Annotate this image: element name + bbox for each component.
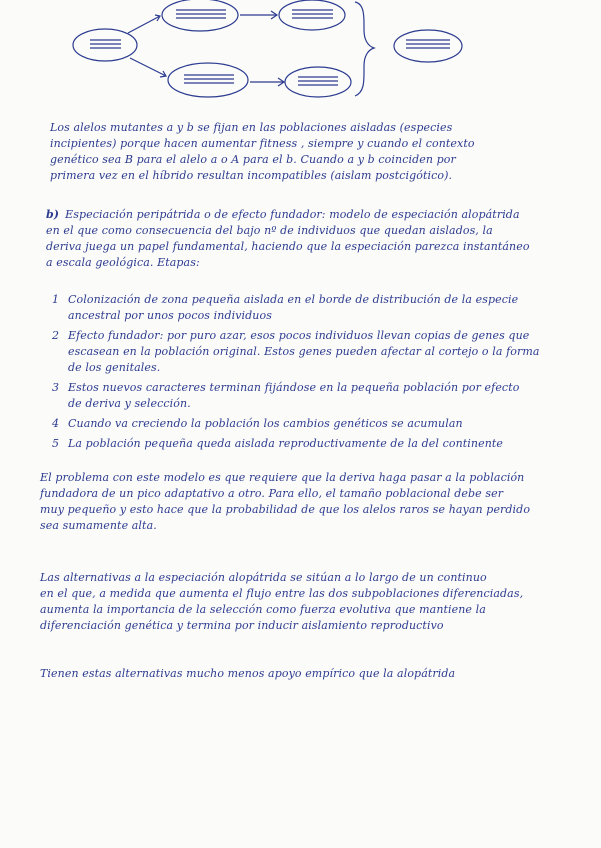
diagram-drawing — [0, 0, 601, 112]
text-line-content: Especiación peripátrida o de efecto fundador: modelo de especiación alopátrida — [65, 208, 520, 221]
text-line: de los genitales. — [68, 361, 161, 374]
item-number: 4 — [52, 417, 60, 430]
item-number: 2 — [52, 329, 60, 342]
lower-population-ellipse — [168, 63, 248, 97]
text-line: Efecto fundador: por puro azar, esos pocos individuos llevan copias de genes que — [68, 329, 530, 342]
grouping-brace — [355, 2, 374, 96]
text-line: primera vez en el híbrido resultan incompatibles (aislam postcigótico). — [50, 169, 453, 182]
text-line: sea sumamente alta. — [40, 519, 157, 532]
list-item — [52, 416, 572, 432]
stages-list — [52, 292, 572, 456]
list-item — [52, 380, 572, 412]
text-line: ancestral por unos pocos individuos — [68, 309, 272, 322]
section-marker: b) — [46, 208, 60, 221]
upper-population-ellipse — [162, 0, 238, 31]
text-line: aumenta la importancia de la selección como fuerza evolutiva que mantiene la — [40, 603, 486, 616]
text-line: a escala geológica. Etapas: — [46, 256, 200, 269]
text-line: en el que, a medida que aumenta el flujo entre las dos subpoblaciones diferenciadas, — [40, 587, 524, 600]
text-line: diferenciación genética y termina por inducir aislamiento reproductivo — [40, 619, 444, 632]
text-line: El problema con este modelo es que requiere que la deriva haga pasar a la población — [40, 471, 525, 484]
list-item — [52, 436, 572, 452]
upper-derived-ellipse — [279, 0, 345, 30]
text-line: fundadora de un pico adaptativo a otro. Para ello, el tamaño poblacional debe ser — [40, 487, 504, 500]
text-line: incipientes) porque hacen aumentar fitness , siempre y cuando el contexto — [50, 137, 475, 150]
text-line: Los alelos mutantes a y b se fijan en las poblaciones aisladas (especies — [50, 121, 453, 134]
lower-derived-ellipse — [285, 67, 351, 97]
problem-paragraph — [40, 470, 580, 534]
text-line: La población pequeña queda aislada reproductivamente de la del continente — [68, 437, 504, 450]
ancestral-population-ellipse — [73, 29, 137, 61]
alternatives-paragraph — [40, 570, 580, 634]
list-item — [52, 328, 572, 376]
text-line: Cuando va creciendo la población los cambios genéticos se acumulan — [68, 417, 463, 430]
text-line: Tienen estas alternativas mucho menos apoyo empírico que la alopátrida — [40, 667, 456, 680]
text-line: muy pequeño y esto hace que la probabilidad de que los alelos raros se hayan perdido — [40, 503, 531, 516]
item-number: 3 — [52, 381, 60, 394]
speciation-diagram — [0, 0, 601, 112]
text-line: de deriva y selección. — [68, 397, 191, 410]
text-line: Colonización de zona pequeña aislada en el borde de distribución de la especie — [68, 293, 519, 306]
item-number: 1 — [52, 293, 60, 306]
text-line: genético sea B para el alelo a o A para el b. Cuando a y b coinciden por — [50, 153, 456, 166]
hybrid-ellipse — [394, 30, 462, 62]
peripatric-speciation-paragraph — [46, 207, 576, 271]
list-item — [52, 292, 572, 324]
text-line: Estos nuevos caracteres terminan fijándose en la pequeña población por efecto — [68, 381, 520, 394]
text-line: deriva juega un papel fundamental, haciendo que la especiación parezca instantáneo — [46, 240, 530, 253]
text-line: en el que como consecuencia del bajo nº de individuos que quedan aislados, la — [46, 224, 493, 237]
text-line: Las alternativas a la especiación alopátrida se sitúan a lo largo de un continuo — [40, 571, 487, 584]
text-line: escasean en la población original. Estos genes pueden afectar al cortejo o la forma — [68, 345, 540, 358]
text-line — [46, 207, 576, 223]
item-number: 5 — [52, 437, 60, 450]
conclusion-paragraph — [40, 666, 580, 682]
alleles-paragraph — [50, 120, 570, 184]
